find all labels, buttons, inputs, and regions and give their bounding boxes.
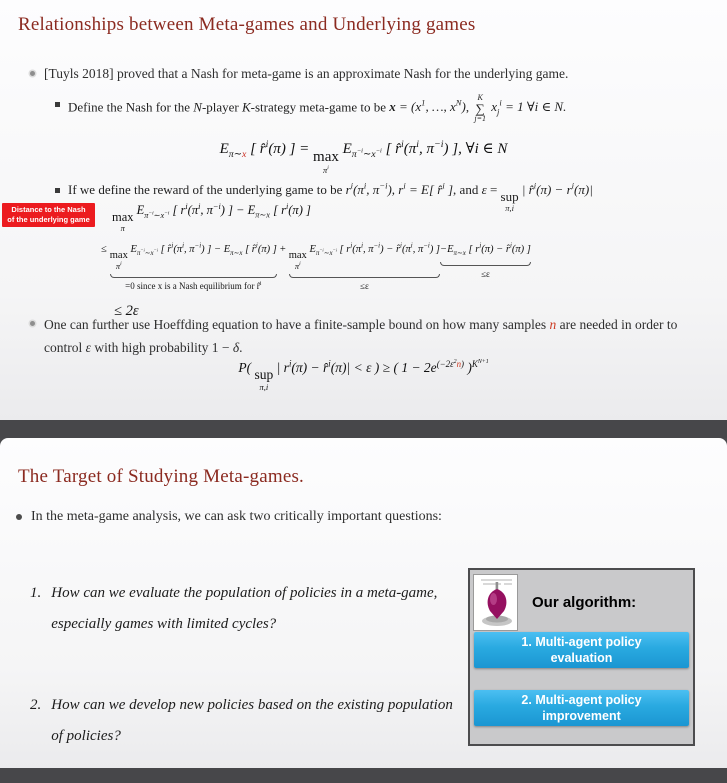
derivation-block <box>98 203 726 320</box>
slide2-title: The Target of Studying Meta-games. <box>18 466 305 487</box>
square-bullet-icon <box>55 102 60 107</box>
intro-text: In the meta-game analysis, we can ask two critically important questions: <box>31 509 442 524</box>
derivation-line2 <box>98 242 726 291</box>
underbrace-group-3 <box>440 242 531 279</box>
underbrace-group-1 <box>110 242 277 291</box>
group1-label: =0 since x is a Nash equilibrium for r̂$^i$ <box>125 280 262 291</box>
bullet-tuyls-text: [Tuyls 2018] proved that a Nash for meta-game is an approximate Nash for the underlying game. <box>44 66 569 81</box>
group3-label: ≤ε <box>481 268 490 279</box>
underbrace-group-2 <box>289 242 440 291</box>
define-reward-text: If we define the reward of the underlying game to be $r^i(\pi^i$, $\pi^{-i}$), $r^i = E$[ r̂$^i$ ], and ε = sup π,i | r̂$^i$(π) − $r^i(\pi)|$ <box>68 180 593 214</box>
page-separator-bottom <box>0 768 727 783</box>
circle-bullet-icon <box>30 71 35 76</box>
circle-bullet-icon <box>30 321 35 326</box>
group1-expression: max $\pi^i$ $E_{\pi^{-i}\sim x^{-i}}$ [ $r̂^i(\pi^i$, $\pi^{-i}$) ] − $E_{\pi\sim x}$ [ r̂$^i$(π) ] <box>109 242 277 272</box>
distance-to-nash-tag <box>2 203 95 227</box>
underbrace-icon <box>440 262 531 266</box>
question-2 <box>30 690 464 752</box>
underbrace-icon <box>289 274 440 278</box>
circle-bullet-icon <box>16 514 22 520</box>
derivation-result: ≤ 2ε <box>114 302 139 319</box>
leq-sign: ≤ <box>101 243 107 255</box>
plus-sign: + <box>279 243 286 255</box>
policy-improvement-button: 2. Multi-agent policy improvement <box>474 690 689 726</box>
nash-equation: $E_{\pi\sim x}$ [ r̂$^i$(π) ] = max $\pi^i$ $E_{\pi^{-i}\sim x^{-i}}$ [ $r̂^i(\pi^i$, $\pi^{-i}$) ], ∀i ∈ N <box>219 139 508 176</box>
derivation-line1: max π $E_{\pi^{-i}\sim x^{-i}}$ [ $r^i(\pi^i$, $\pi^{-i}$) ] − $E_{\pi\sim x}$ [ $r^i(\pi)$ ] <box>112 201 311 234</box>
bullet-hoeffding <box>30 314 715 360</box>
algorithm-heading: Our algorithm: <box>532 593 637 611</box>
spinning-top-icon <box>474 575 518 631</box>
bullet-define-nash <box>55 94 721 123</box>
bullet-intro <box>16 506 707 528</box>
hoeffding-text: One can further use Hoeffding equation to have a finite-sample bound on how many samples n are needed in order to control ε with high probability 1 − δ. <box>44 317 678 355</box>
group3-expression: $-E_{\pi\sim x}$ [ $r^i(\pi)$ − r̂$^i$(π) ] <box>440 242 531 257</box>
question-1-text: How can we evaluate the population of policies in a meta-game, especially games with limited cycles? <box>51 585 438 632</box>
slide1-title: Relationships between Meta-games and Underlying games <box>18 14 476 35</box>
page-separator <box>0 420 727 438</box>
underbrace-icon <box>110 274 277 278</box>
bullet-tuyls <box>30 64 713 85</box>
group2-label: ≤ε <box>360 280 369 291</box>
group2-expression: max $\pi^i$ $E_{\pi^{-i}\sim x^{-i}}$ [ $r^i(\pi^i$, $\pi^{-i}$) − $r̂^i(\pi^i$, $\pi^{-i}$) ] <box>288 242 441 272</box>
question-2-number: 2. <box>30 697 42 713</box>
policy-evaluation-button: 1. Multi-agent policy evaluation <box>474 632 689 668</box>
algorithm-box <box>468 568 695 746</box>
question-1-number: 1. <box>30 585 42 601</box>
spinning-top-figure <box>473 574 518 631</box>
question-2-text: How can we develop new policies based on the existing population of policies? <box>51 697 453 744</box>
tag-line1: Distance to the Nash <box>11 205 86 214</box>
probability-bound-equation: P( sup π,i | $r^i(\pi)$ − r̂$^i$(π)| < ε ) ≥ ( $1 - 2e^{(-2\varepsilon^2n)}$ )$^{K^{N+1}}$ <box>238 358 489 392</box>
square-bullet-icon <box>55 188 60 193</box>
question-1 <box>30 578 464 640</box>
tag-line2: of the underlying game <box>7 215 90 225</box>
slide-target <box>0 438 727 768</box>
algorithm-box-header <box>473 573 690 631</box>
define-nash-text: Define the Nash for the N-player K-strategy meta-game to be $x = (x^1$, …, $x^N$), K ∑ j=1 $x_j^i = 1$ ∀i ∈ N. <box>68 93 567 123</box>
